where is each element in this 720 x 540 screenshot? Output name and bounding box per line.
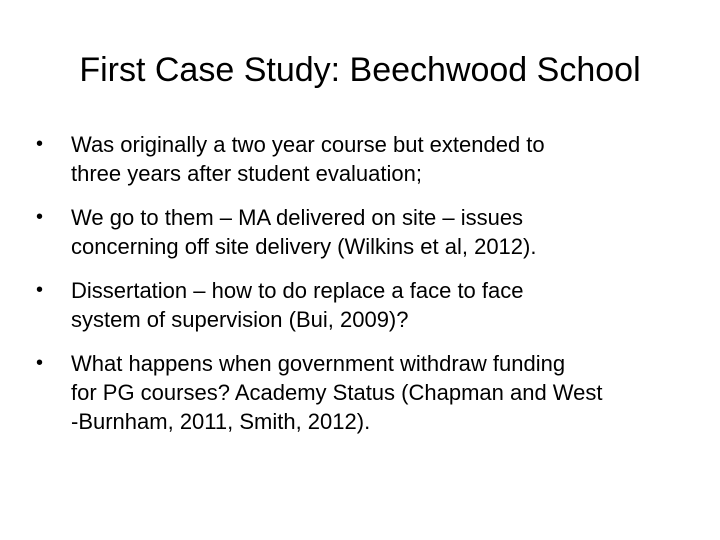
bullet-text-line: -Burnham, 2011, Smith, 2012).	[71, 409, 371, 434]
bullet-text-line: We go to them – MA delivered on site – issues	[71, 205, 524, 230]
bullet-item	[36, 130, 676, 188]
bullet-text-line: Was originally a two year course but extended to	[71, 132, 545, 157]
bullet-dot-icon: •	[36, 133, 44, 155]
bullet-dot-icon: •	[36, 279, 44, 301]
bullet-text-line: concerning off site delivery (Wilkins et al, 2012).	[71, 234, 537, 259]
bullet-item	[36, 276, 676, 334]
bullet-text-line: for PG courses? Academy Status (Chapman and West	[71, 380, 603, 405]
bullet-item	[36, 203, 676, 261]
slide-title: First Case Study: Beechwood School	[79, 51, 641, 89]
bullet-text-line: three years after student evaluation;	[71, 161, 422, 186]
bullet-dot-icon: •	[36, 352, 44, 374]
bullet-text-line: What happens when government withdraw funding	[71, 351, 566, 376]
bullet-list	[36, 130, 676, 451]
bullet-item	[36, 349, 676, 436]
bullet-text-line: system of supervision (Bui, 2009)?	[71, 307, 409, 332]
bullet-text-line: Dissertation – how to do replace a face to face	[71, 278, 524, 303]
bullet-dot-icon: •	[36, 206, 44, 228]
